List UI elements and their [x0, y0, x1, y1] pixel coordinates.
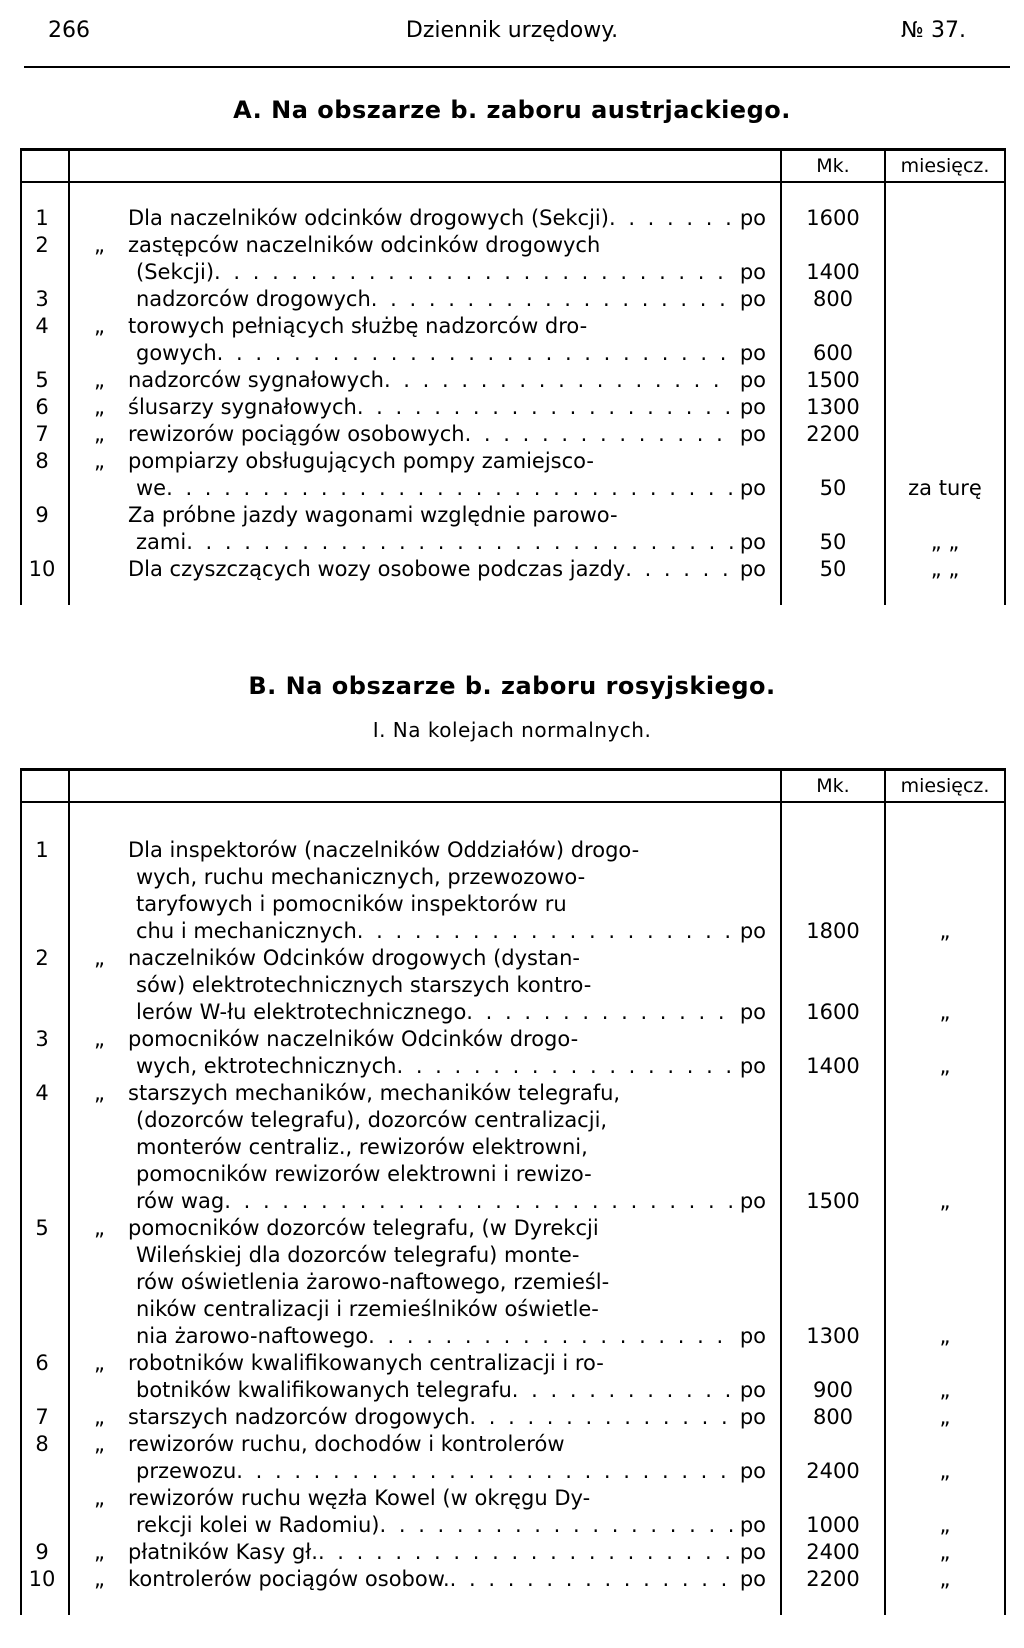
leader-dots: [466, 999, 734, 1026]
po-label: po: [739, 422, 766, 446]
description-line: [80, 1566, 766, 1593]
row-description: [69, 1350, 781, 1404]
table-row: [21, 1404, 1005, 1431]
leader-dots: [465, 421, 734, 448]
description-line: [80, 259, 766, 286]
header-cell-monthly: miesięcz.: [885, 770, 1005, 803]
po-label: po: [739, 1459, 766, 1483]
po-label: po: [739, 260, 766, 284]
description-line: [80, 1080, 766, 1107]
description-line: [80, 1485, 766, 1512]
leader-dots: [469, 1404, 733, 1431]
ditto-mark: „: [94, 1351, 105, 1375]
leader-dots: [512, 1377, 734, 1404]
ditto-mark: „: [94, 1432, 105, 1456]
line-text: monterów centraliz., rewizorów elektrowni,: [136, 1135, 588, 1159]
row-number: 6: [21, 1350, 69, 1404]
description-line: [80, 1512, 766, 1539]
description-line: [80, 475, 766, 502]
description-line: [80, 556, 766, 583]
period-monthly: „: [885, 1215, 1005, 1350]
row-description: [69, 421, 781, 448]
period-monthly: „: [885, 837, 1005, 945]
leader-dots: [236, 1458, 734, 1485]
amount-mk: 1300: [781, 1215, 885, 1350]
amount-mk: 50: [781, 502, 885, 556]
ditto-mark: „: [94, 395, 105, 419]
row-number: 5: [21, 367, 69, 394]
row-number: 7: [21, 421, 69, 448]
description-line: [80, 421, 766, 448]
amount-mk: 50: [781, 556, 885, 583]
row-description: [69, 367, 781, 394]
spacer-row: [21, 802, 1005, 837]
period-monthly: [885, 394, 1005, 421]
header-rule: [24, 66, 1010, 68]
description-line: [80, 1053, 766, 1080]
period-monthly: „: [885, 1485, 1005, 1539]
page-number: 266: [48, 18, 90, 43]
line-text: Za próbne jazdy wagonami względnie parowo-: [128, 503, 618, 527]
table-row: [21, 394, 1005, 421]
po-label: po: [739, 1378, 766, 1402]
row-number: 9: [21, 502, 69, 556]
description-line: [80, 1269, 766, 1296]
header-cell-number: [21, 150, 69, 183]
line-text: starszych mechaników, mechaników telegrafu,: [128, 1081, 621, 1105]
row-number: 9: [21, 1539, 69, 1566]
page-header: [38, 14, 986, 58]
row-number: 8: [21, 1431, 69, 1485]
leader-dots: [625, 556, 734, 583]
row-number: 4: [21, 1080, 69, 1215]
amount-mk: 1600: [781, 945, 885, 1026]
line-text: chu i mechanicznych: [136, 919, 357, 943]
line-text: zami: [136, 530, 187, 554]
period-monthly: [885, 286, 1005, 313]
period-monthly: „: [885, 1350, 1005, 1404]
po-label: po: [739, 287, 766, 311]
ditto-mark: [94, 837, 128, 864]
header-cell-number: [21, 770, 69, 803]
table-row: [21, 313, 1005, 367]
description-line: [80, 1161, 766, 1188]
po-label: po: [739, 1000, 766, 1024]
row-number: [21, 1485, 69, 1539]
period-monthly: „ „: [885, 556, 1005, 583]
period-monthly: „ „: [885, 502, 1005, 556]
row-number: 2: [21, 945, 69, 1026]
section-b-table: [20, 768, 1006, 1615]
description-line: [80, 1134, 766, 1161]
line-text: lerów W-łu elektrotechnicznego: [136, 1000, 467, 1024]
amount-mk: 900: [781, 1350, 885, 1404]
row-description: [69, 313, 781, 367]
line-text: we: [136, 476, 167, 500]
ditto-mark: „: [94, 449, 105, 473]
description-line: [80, 837, 766, 864]
leader-dots: [224, 1188, 734, 1215]
ditto-mark: [94, 502, 128, 529]
row-description: [69, 945, 781, 1026]
po-label: po: [739, 1324, 766, 1348]
description-line: [80, 313, 766, 340]
line-text: zastępców naczelników odcinków drogowych: [128, 233, 601, 257]
table-row: [21, 1485, 1005, 1539]
line-text: torowych pełniących służbę nadzorców dro-: [128, 314, 588, 338]
amount-mk: 1800: [781, 837, 885, 945]
amount-mk: 1400: [781, 232, 885, 286]
period-monthly: „: [885, 1566, 1005, 1593]
description-line: [80, 232, 766, 259]
table-row: [21, 448, 1005, 502]
line-text: Dla naczelników odcinków drogowych (Sekcji): [128, 206, 609, 230]
description-line: [80, 945, 766, 972]
period-monthly: „: [885, 1431, 1005, 1485]
ditto-mark: „: [94, 1540, 105, 1564]
line-text: przewozu: [136, 1459, 237, 1483]
description-line: [80, 1431, 766, 1458]
period-monthly: [885, 313, 1005, 367]
line-text: ślusarzy sygnałowych: [128, 395, 357, 419]
po-label: po: [739, 1054, 766, 1078]
table-row: [21, 1566, 1005, 1593]
row-description: [69, 286, 781, 313]
po-label: po: [739, 341, 766, 365]
line-text: rewizorów ruchu, dochodów i kontrolerów: [128, 1432, 565, 1456]
period-monthly: [885, 205, 1005, 232]
row-number: 1: [21, 205, 69, 232]
leader-dots: [186, 529, 734, 556]
line-text: nadzorców drogowych: [136, 287, 371, 311]
header-cell-mk: Mk.: [781, 150, 885, 183]
table-header-row: [21, 770, 1005, 803]
line-text: naczelników Odcinków drogowych (dystan-: [128, 946, 580, 970]
spacer-row: [21, 1593, 1005, 1615]
table-row: [21, 556, 1005, 583]
row-number: 2: [21, 232, 69, 286]
period-monthly: „: [885, 1026, 1005, 1080]
description-line: [80, 367, 766, 394]
description-line: [80, 502, 766, 529]
po-label: po: [739, 557, 766, 581]
description-line: [80, 286, 766, 313]
description-line: [80, 1296, 766, 1323]
row-description: [69, 837, 781, 945]
leader-dots: [396, 1053, 733, 1080]
description-line: [80, 1215, 766, 1242]
description-line: [80, 918, 766, 945]
table-row: [21, 286, 1005, 313]
description-line: [80, 1539, 766, 1566]
line-text: rów wag: [136, 1189, 225, 1213]
description-line: [80, 1404, 766, 1431]
line-text: ników centralizacji i rzemieślników oświetle-: [136, 1297, 599, 1321]
description-line: [80, 864, 766, 891]
row-number: 10: [21, 556, 69, 583]
row-description: [69, 1485, 781, 1539]
ditto-mark: [94, 556, 128, 583]
table-header-row: [21, 150, 1005, 183]
line-text: robotników kwalifikowanych centralizacji i ro-: [128, 1351, 604, 1375]
description-line: [80, 1377, 766, 1404]
amount-mk: 800: [781, 286, 885, 313]
row-description: [69, 1080, 781, 1215]
issue-number: № 37.: [901, 18, 966, 43]
row-number: 6: [21, 394, 69, 421]
ditto-mark: „: [94, 422, 105, 446]
period-monthly: [885, 367, 1005, 394]
amount-mk: 800: [781, 1404, 885, 1431]
row-description: [69, 448, 781, 502]
table-row: [21, 1026, 1005, 1080]
header-cell-description: [69, 150, 781, 183]
row-number: 7: [21, 1404, 69, 1431]
row-description: [69, 205, 781, 232]
line-text: (Sekcji): [136, 260, 215, 284]
row-number: 1: [21, 837, 69, 945]
leader-dots: [166, 475, 734, 502]
leader-dots: [380, 1512, 734, 1539]
row-number: 8: [21, 448, 69, 502]
po-label: po: [739, 476, 766, 500]
period-monthly: „: [885, 1404, 1005, 1431]
ditto-mark: „: [94, 946, 105, 970]
description-line: [80, 1350, 766, 1377]
table-row: [21, 502, 1005, 556]
description-line: [80, 1026, 766, 1053]
row-number: 3: [21, 286, 69, 313]
line-text: sów) elektrotechnicznych starszych kontro-: [136, 973, 592, 997]
line-text: rów oświetlenia żarowo-naftowego, rzemieśl-: [136, 1270, 610, 1294]
row-description: [69, 232, 781, 286]
line-text: Wileńskiej dla dozorców telegrafu) monte-: [136, 1243, 580, 1267]
ditto-mark: „: [94, 1405, 105, 1429]
line-text: wych, ektrotechnicznych: [136, 1054, 397, 1078]
row-description: [69, 1215, 781, 1350]
line-text: pomocników naczelników Odcinków drogo-: [128, 1027, 579, 1051]
ditto-mark: „: [94, 1216, 105, 1240]
spacer-row: [21, 182, 1005, 205]
description-line: [80, 529, 766, 556]
line-text: rewizorów ruchu węzła Kowel (w okręgu Dy-: [128, 1486, 591, 1510]
leader-dots: [384, 367, 734, 394]
row-description: [69, 394, 781, 421]
amount-mk: 50: [781, 448, 885, 502]
po-label: po: [739, 919, 766, 943]
header-cell-monthly: miesięcz.: [885, 150, 1005, 183]
description-line: [80, 1242, 766, 1269]
line-text: pomocników dozorców telegrafu, (w Dyrekcji: [128, 1216, 599, 1240]
po-label: po: [739, 1567, 766, 1591]
line-text: starszych nadzorców drogowych: [128, 1405, 470, 1429]
row-description: [69, 1566, 781, 1593]
row-number: 10: [21, 1566, 69, 1593]
spacer-row: [21, 583, 1005, 605]
header-cell-mk: Mk.: [781, 770, 885, 803]
line-text: płatników Kasy gł.: [128, 1540, 318, 1564]
section-b-title: B. Na obszarze b. zaboru rosyjskiego.: [248, 672, 776, 700]
ditto-mark: „: [94, 233, 105, 257]
line-text: nia żarowo-naftowego: [136, 1324, 369, 1348]
po-label: po: [739, 1405, 766, 1429]
amount-mk: 600: [781, 313, 885, 367]
row-number: 4: [21, 313, 69, 367]
journal-title: Dziennik urzędowy.: [405, 18, 619, 43]
description-line: [80, 1458, 766, 1485]
ditto-mark: „: [94, 368, 105, 392]
po-label: po: [739, 395, 766, 419]
amount-mk: 2400: [781, 1539, 885, 1566]
line-text: Dla inspektorów (naczelników Oddziałów) drogo-: [128, 838, 640, 862]
po-label: po: [739, 530, 766, 554]
line-text: botników kwalifikowanych telegrafu: [136, 1378, 512, 1402]
po-label: po: [739, 1189, 766, 1213]
table-row: [21, 945, 1005, 1026]
table-row: [21, 1539, 1005, 1566]
amount-mk: 2200: [781, 1566, 885, 1593]
line-text: taryfowych i pomocników inspektorów ru: [136, 892, 567, 916]
po-label: po: [739, 206, 766, 230]
period-monthly: „: [885, 1539, 1005, 1566]
line-text: wych, ruchu mechanicznych, przewozowo-: [136, 865, 586, 889]
line-text: kontrolerów pociągów osobow.: [128, 1567, 450, 1591]
table-row: [21, 367, 1005, 394]
description-line: [80, 999, 766, 1026]
amount-mk: 1500: [781, 367, 885, 394]
description-line: [80, 448, 766, 475]
leader-dots: [371, 286, 734, 313]
leader-dots: [357, 394, 734, 421]
row-description: [69, 1026, 781, 1080]
leader-dots: [217, 340, 734, 367]
row-description: [69, 502, 781, 556]
po-label: po: [739, 1540, 766, 1564]
line-text: rekcji kolei w Radomiu): [136, 1513, 380, 1537]
table-row: [21, 837, 1005, 945]
ditto-mark: „: [94, 1486, 105, 1510]
line-text: pomocników rewizorów elektrowni i rewizo-: [136, 1162, 592, 1186]
description-line: [80, 891, 766, 918]
line-text: pompiarzy obsługujących pompy zamiejsco-: [128, 449, 594, 473]
amount-mk: 1600: [781, 205, 885, 232]
leader-dots: [214, 259, 734, 286]
period-monthly: „: [885, 945, 1005, 1026]
ditto-mark: „: [94, 1027, 105, 1051]
amount-mk: 2400: [781, 1431, 885, 1485]
description-line: [80, 205, 766, 232]
leader-dots: [357, 918, 734, 945]
table-row: [21, 1350, 1005, 1404]
description-line: [80, 972, 766, 999]
section-b-subtitle: I. Na kolejach normalnych.: [372, 718, 652, 742]
row-number: 3: [21, 1026, 69, 1080]
line-text: nadzorców sygnałowych: [128, 368, 384, 392]
period-monthly: „: [885, 1080, 1005, 1215]
row-description: [69, 1431, 781, 1485]
row-number: 5: [21, 1215, 69, 1350]
leader-dots: [450, 1566, 734, 1593]
amount-mk: 1300: [781, 394, 885, 421]
table-row: [21, 205, 1005, 232]
po-label: po: [739, 1513, 766, 1537]
leader-dots: [318, 1539, 734, 1566]
table-row: [21, 1431, 1005, 1485]
row-description: [69, 1404, 781, 1431]
line-text: gowych: [136, 341, 217, 365]
amount-mk: 1000: [781, 1485, 885, 1539]
po-label: po: [739, 368, 766, 392]
period-monthly: [885, 421, 1005, 448]
table-row: [21, 1215, 1005, 1350]
description-line: [80, 1107, 766, 1134]
ditto-mark: „: [94, 314, 105, 338]
row-description: [69, 1539, 781, 1566]
ditto-mark: „: [94, 1081, 105, 1105]
amount-mk: 1400: [781, 1026, 885, 1080]
leader-dots: [368, 1323, 734, 1350]
line-text: Dla czyszczących wozy osobowe podczas jazdy: [128, 557, 626, 581]
header-cell-description: [69, 770, 781, 803]
line-text: (dozorców telegrafu), dozorców centralizacji,: [136, 1108, 608, 1132]
table-row: [21, 1080, 1005, 1215]
description-line: [80, 1323, 766, 1350]
amount-mk: 2200: [781, 421, 885, 448]
description-line: [80, 1188, 766, 1215]
period-monthly: za turę: [885, 448, 1005, 502]
description-line: [80, 340, 766, 367]
leader-dots: [609, 205, 734, 232]
line-text: rewizorów pociągów osobowych: [128, 422, 465, 446]
section-a-table: [20, 148, 1006, 605]
row-description: [69, 556, 781, 583]
description-line: [80, 394, 766, 421]
amount-mk: 1500: [781, 1080, 885, 1215]
ditto-mark: [94, 205, 128, 232]
table-row: [21, 232, 1005, 286]
period-monthly: [885, 232, 1005, 286]
section-a-title: A. Na obszarze b. zaboru austrjackiego.: [233, 96, 791, 124]
table-row: [21, 421, 1005, 448]
ditto-mark: „: [94, 1567, 105, 1591]
